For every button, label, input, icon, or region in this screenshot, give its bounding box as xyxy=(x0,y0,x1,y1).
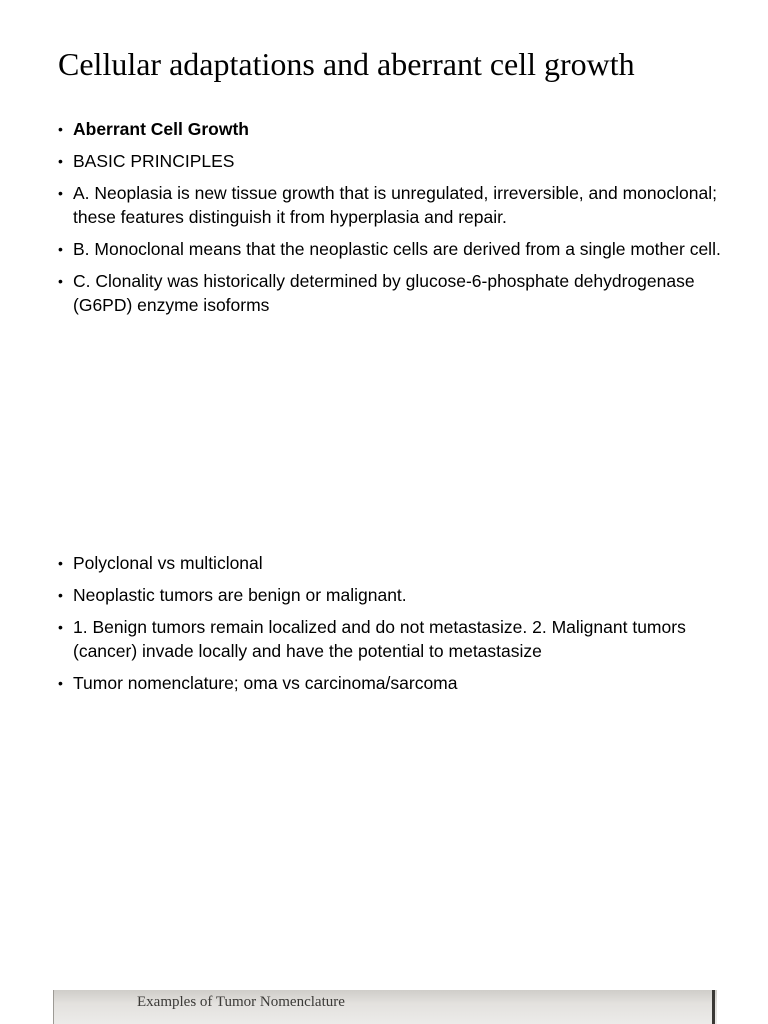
bullet-text: BASIC PRINCIPLES xyxy=(73,151,235,171)
bullet-dot-icon: • xyxy=(58,121,63,137)
bullet-text: Neoplastic tumors are benign or malignant. xyxy=(73,585,407,605)
bullet-text: Tumor nomenclature; oma vs carcinoma/sarcoma xyxy=(73,673,458,693)
bullet-item xyxy=(58,583,723,607)
bullet-text: Polyclonal vs multiclonal xyxy=(73,553,263,573)
bullet-item xyxy=(58,551,723,575)
bullet-dot-icon: • xyxy=(58,587,63,603)
bullet-item xyxy=(58,117,723,141)
bullet-item xyxy=(58,237,723,261)
tumor-nomenclature-image xyxy=(53,990,717,1024)
bullet-dot-icon: • xyxy=(58,273,63,289)
image-caption: Examples of Tumor Nomenclature xyxy=(137,994,345,1010)
bullet-item xyxy=(58,181,723,229)
bullet-item xyxy=(58,671,723,695)
bullet-item xyxy=(58,269,723,317)
tumor-bullet-list xyxy=(58,551,723,703)
slide-title: Cellular adaptations and aberrant cell growth xyxy=(58,46,635,82)
bullet-dot-icon: • xyxy=(58,555,63,571)
bullet-text: Aberrant Cell Growth xyxy=(73,119,249,139)
bullet-text: C. Clonality was historically determined by glucose-6-phosphate dehydrogenase (G6PD) enzyme isoforms xyxy=(73,271,695,315)
bullet-text: 1. Benign tumors remain localized and do not metastasize. 2. Malignant tumors (cancer) invade locally and have the potential to metastasize xyxy=(73,617,686,661)
bullet-dot-icon: • xyxy=(58,675,63,691)
image-edge-divider xyxy=(712,990,715,1024)
bullet-item xyxy=(58,149,723,173)
bullet-dot-icon: • xyxy=(58,185,63,201)
bullet-dot-icon: • xyxy=(58,153,63,169)
bullet-text: B. Monoclonal means that the neoplastic cells are derived from a single mother cell. xyxy=(73,239,721,259)
bullet-item xyxy=(58,615,723,663)
principles-bullet-list xyxy=(58,117,723,325)
bullet-dot-icon: • xyxy=(58,241,63,257)
bullet-text: A. Neoplasia is new tissue growth that is unregulated, irreversible, and monoclonal; these features distinguish it from hyperplasia and repair. xyxy=(73,183,717,227)
bullet-dot-icon: • xyxy=(58,619,63,635)
